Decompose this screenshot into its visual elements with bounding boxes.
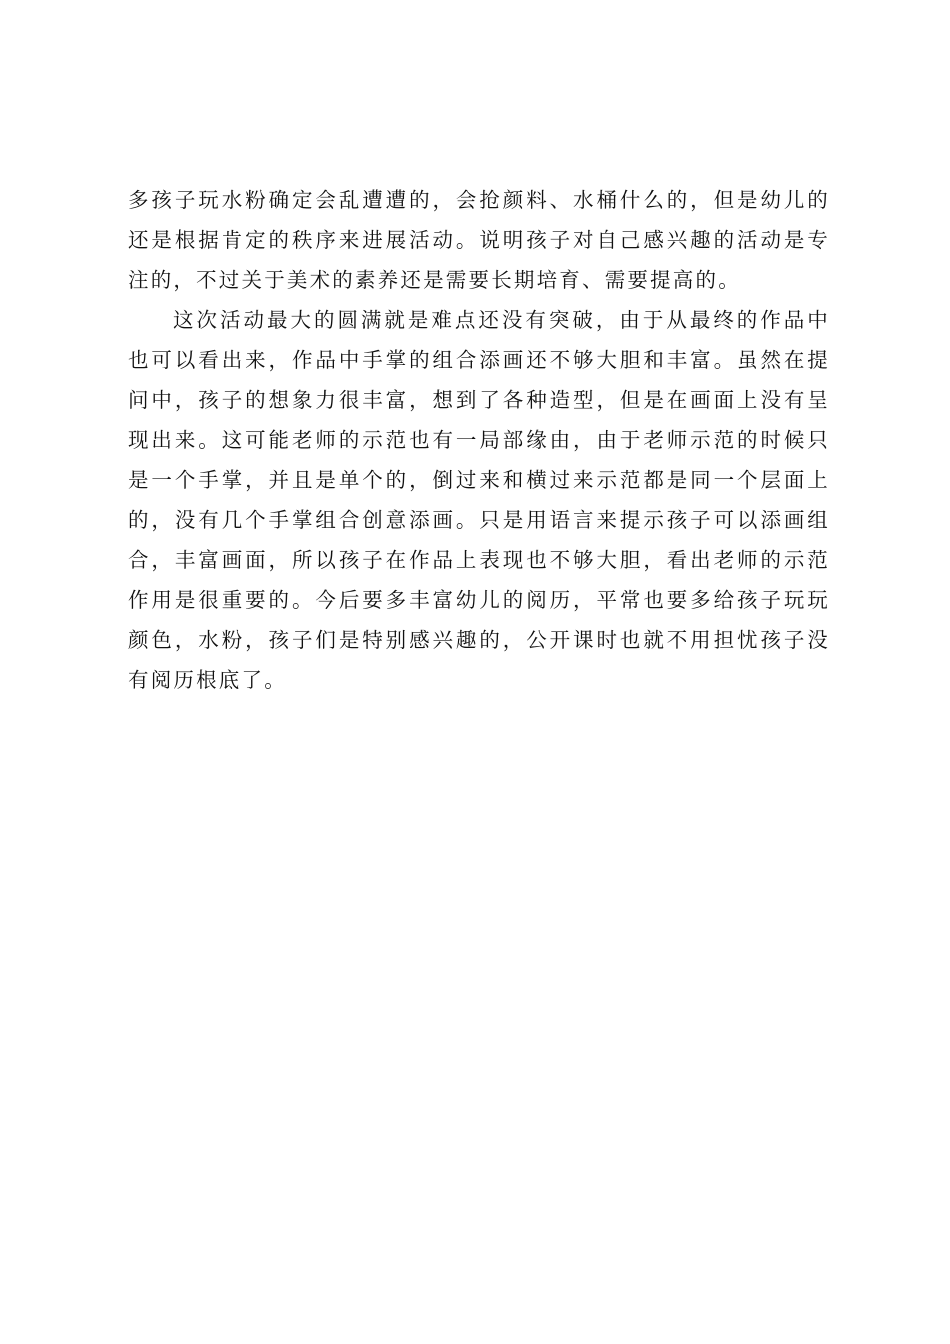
paragraph-continuation: 多孩子玩水粉确定会乱遭遭的，会抢颜料、水桶什么的，但是幼儿的还是根据肯定的秩序来进展活动。说明孩子对自己感兴趣的活动是专注的，不过关于美术的素养还是需要长期培育、需要提高的。: [128, 188, 830, 292]
document-body: [128, 180, 830, 700]
paragraph-reflection: 这次活动最大的圆满就是难点还没有突破，由于从最终的作品中也可以看出来，作品中手掌的组合添画还不够大胆和丰富。虽然在提问中，孩子的想象力很丰富，想到了各种造型，但是在画面上没有呈现出来。这可能老师的示范也有一局部缘由，由于老师示范的时候只是一个手掌，并且是单个的，倒过来和横过来示范都是同一个层面上的，没有几个手掌组合创意添画。只是用语言来提示孩子可以添画组合，丰富画面，所以孩子在作品上表现也不够大胆，看出老师的示范作用是很重要的。今后要多丰富幼儿的阅历，平常也要多给孩子玩玩颜色，水粉，孩子们是特别感兴趣的，公开课时也就不用担忧孩子没有阅历根底了。: [128, 308, 830, 692]
